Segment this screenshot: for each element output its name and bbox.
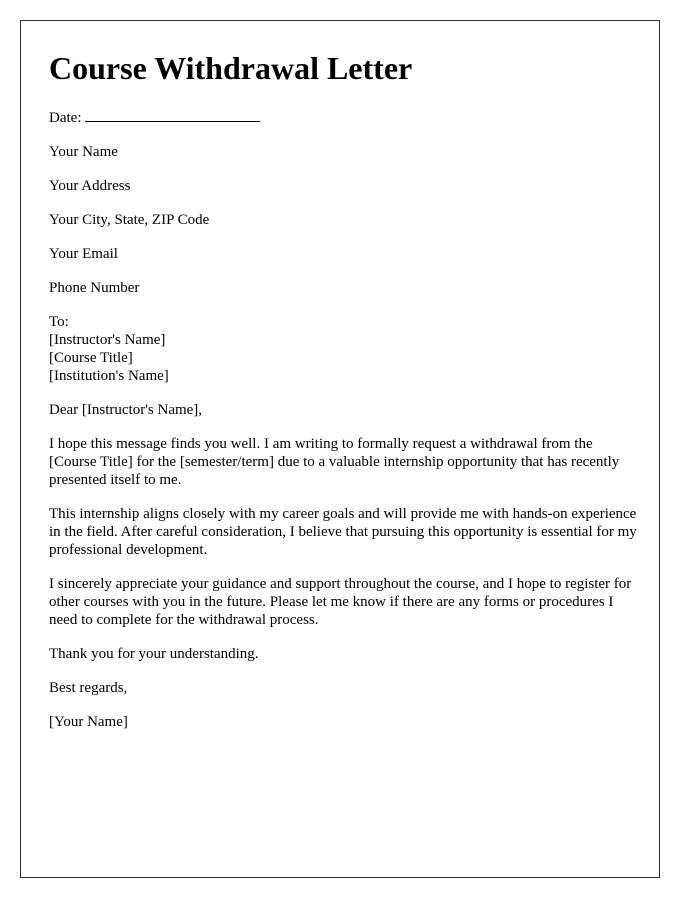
- recipient-course: [Course Title]: [49, 350, 133, 366]
- date-blank-field[interactable]: [85, 107, 260, 122]
- sender-city-state-zip: Your City, State, ZIP Code: [49, 212, 210, 228]
- body-paragraph: I hope this message finds you well. I am writing to formally request a withdrawal from the [Course Title] for the [semester/term] due to a valuable internship opportunity that has recently presented itself to me.: [49, 436, 620, 488]
- letter-page: [20, 20, 660, 878]
- sender-email: Your Email: [49, 246, 118, 262]
- date-line: [49, 107, 631, 127]
- salutation: Dear [Instructor's Name],: [49, 402, 203, 418]
- body-paragraph: This internship aligns closely with my career goals and will provide me with hands-on experience in the field. After careful consideration, I believe that pursuing this opportunity is essential for my professional development.: [49, 506, 637, 558]
- closing: Best regards,: [49, 680, 128, 696]
- date-label: Date:: [49, 110, 82, 126]
- recipient-to-label: To:: [49, 314, 69, 330]
- sender-phone: Phone Number: [49, 280, 140, 296]
- sender-name: Your Name: [49, 144, 118, 160]
- body-paragraph: Thank you for your understanding.: [49, 646, 259, 662]
- body-paragraph: I sincerely appreciate your guidance and support throughout the course, and I hope to register for other courses with you in the future. Please let me know if there are any forms or procedures I need to complete for the withdrawal process.: [49, 576, 632, 628]
- signature: [Your Name]: [49, 714, 128, 730]
- recipient-institution: [Institution's Name]: [49, 368, 169, 384]
- sender-address: Your Address: [49, 178, 131, 194]
- letter-title: Course Withdrawal Letter: [49, 50, 413, 86]
- recipient-block: [49, 313, 631, 385]
- recipient-instructor: [Instructor's Name]: [49, 332, 166, 348]
